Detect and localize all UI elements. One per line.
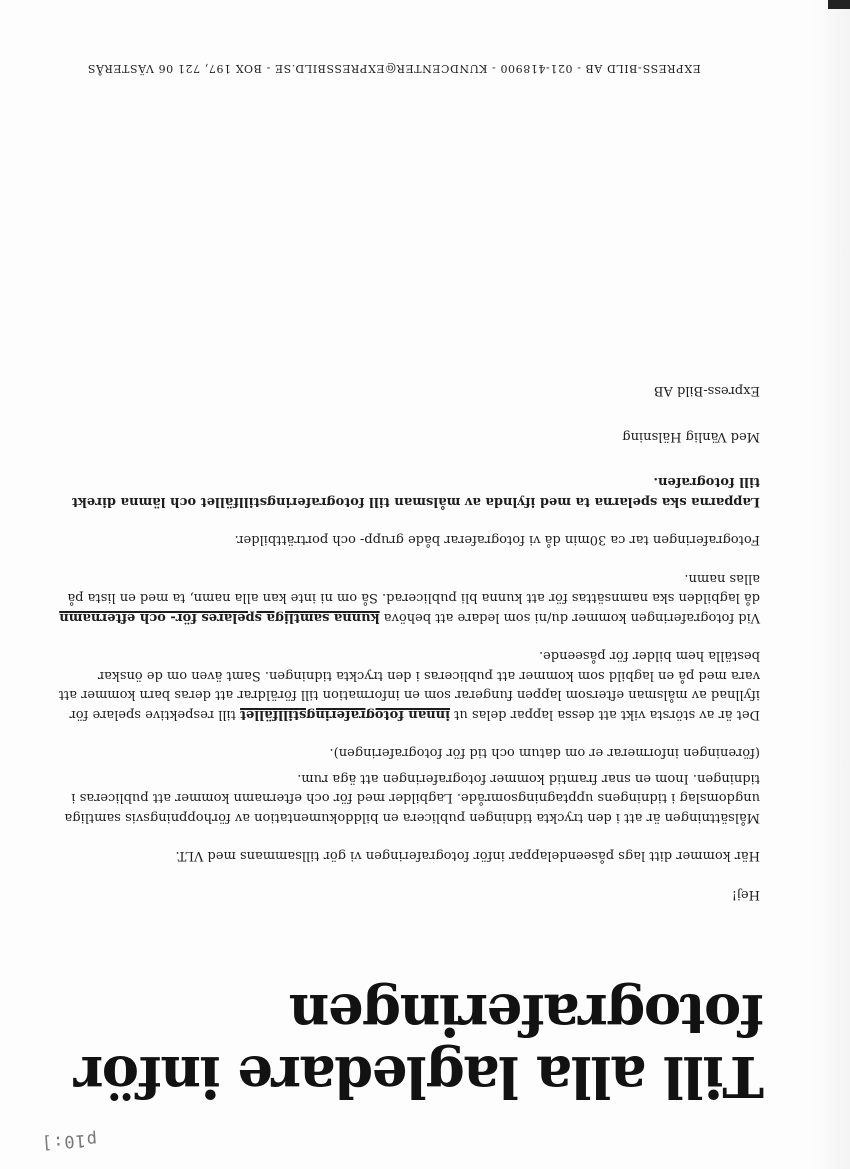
- names-rest: då lagbilden ska namnsättas för att kunna bli publicerad. Så om ni inte kan alla namn, ta med en lista på allas namn.: [67, 571, 760, 606]
- footer-contact-line: EXPRESS-BILD AB - 021-418900 - KUNDCENTER@EXPRESSBILD.SE - BOX 197, 721 06 VÄSTERÅS: [87, 62, 701, 75]
- association-note: (föreningen informerar er om datum och tid för fotograferingen).: [329, 745, 760, 761]
- names-paragraph: [55, 569, 760, 628]
- scan-edge-shadow: [808, 0, 850, 1169]
- handwritten-note: p10:]: [40, 1129, 98, 1153]
- important-paragraph: [55, 646, 760, 724]
- duration-paragraph: Fotograferingen tar ca 30min då vi fotograferar både grupp- och porträttbilder.: [234, 532, 760, 548]
- letter-title: Till alla lagledare inför fotograferingen: [75, 981, 764, 1109]
- names-emphasis: kunna samtliga spelares för- och efternamn: [59, 610, 380, 625]
- signature: Express-Bild AB: [653, 383, 760, 399]
- closing-phrase: Med Vänlig Hälsning: [622, 429, 760, 444]
- important-emphasis: innan fotograferingstillfället: [240, 707, 451, 722]
- important-start: Det är av största vikt att dessa lappar delas ut: [450, 707, 760, 722]
- letter-body: [55, 362, 760, 904]
- instruction-paragraph: Lapparna ska spelarna ta med ifylnda av målsman till fotograferingstillfället och lämna direkt till fotografen.: [71, 474, 760, 509]
- scan-corner-mark: [828, 0, 850, 9]
- names-start: Vid fotograferingen kommer du/ni som ledare att behöva: [379, 610, 760, 625]
- important-rest: till respektive spelare för ifyllnad av målsman eftersom lappen fungerar som en information till föräldrar att deras barn kommer att vara med på en lagbild som kommer att publiceras i den tryckta tidningen. Samt även om de önskar beställa hem bilder för påseende.: [58, 648, 760, 722]
- intro-paragraph: Här kommer ditt lags påseendelappar inför fotograferingen vi gör tillsammans med VLT.: [175, 848, 760, 864]
- goal-paragraph: Målsättningen är att i den tryckta tidningen publicera en bilddokumentation av förhoppningsvis samtliga ungdomslag i tidningens upptagningsområde. Lagbilder med för och efternamn kommer att publiceras i tidningen. Inom en snar framtid kommer fotograferingen att äga rum.: [64, 771, 760, 825]
- greeting: Hej!: [731, 887, 760, 902]
